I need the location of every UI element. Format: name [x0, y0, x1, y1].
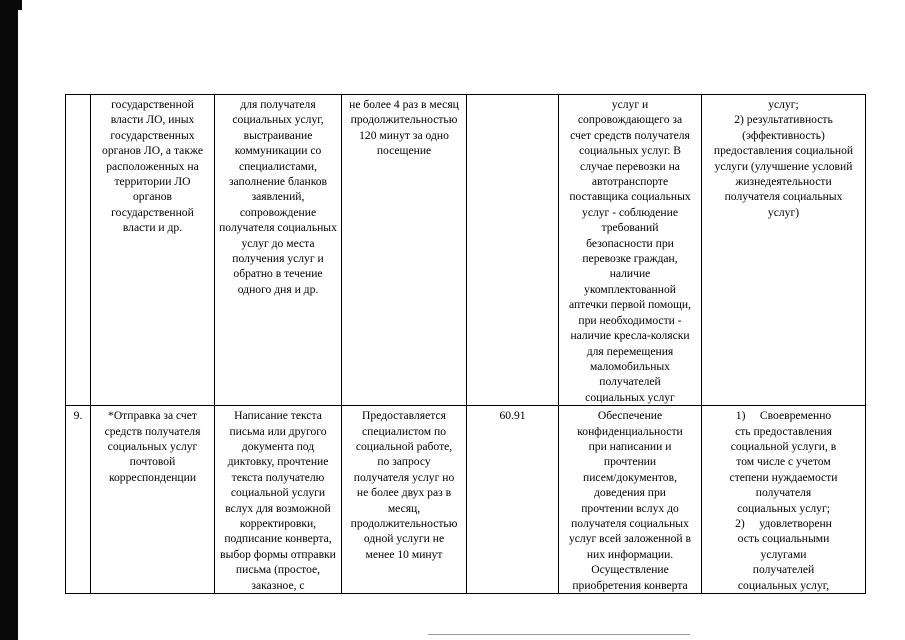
- service-evaluation-cell: [702, 406, 866, 594]
- cell-line: 120 минут за одно: [359, 128, 449, 142]
- table-row-9: [66, 406, 866, 594]
- scan-left-edge: [0, 0, 18, 640]
- cell-line: письма (простое,: [235, 563, 321, 577]
- cell-line: для получателя: [240, 98, 316, 111]
- row-number: 9.: [73, 409, 83, 423]
- cell-line: письма или другого: [229, 424, 327, 438]
- cell-line: государственной: [111, 98, 194, 111]
- cell-line: почтовой: [129, 455, 176, 469]
- cell-line: власти и др.: [122, 221, 183, 235]
- cell-line: получателя социальных: [219, 221, 337, 235]
- cell-line: автотранспорте: [591, 175, 669, 189]
- cell-line: доведения при: [594, 486, 666, 500]
- cell-line: услуг всей заложенной в: [568, 532, 692, 546]
- cell-line: Написание текста: [234, 409, 322, 423]
- cell-line: услуги (улучшение условий: [714, 159, 853, 173]
- cell-line: 1) Своевременно: [735, 409, 832, 423]
- service-quality-cell: [559, 406, 702, 594]
- cell-line: по запросу: [377, 455, 431, 469]
- cell-line: социальных услуг,: [737, 578, 830, 592]
- cell-line: социальных услуг;: [737, 501, 830, 515]
- services-table: [65, 94, 866, 594]
- service-period-cell: [342, 406, 467, 594]
- cell-line: 2) удовлетворенн: [735, 516, 832, 530]
- service-price-cell: [467, 406, 559, 594]
- cell-line: предоставления социальной: [713, 144, 854, 158]
- cell-line: аптечки первой помощи,: [568, 298, 692, 312]
- cell-line: территории ЛО: [114, 175, 191, 189]
- cell-line: требований: [601, 221, 659, 235]
- cell-line: продолжительностью: [350, 516, 458, 530]
- cell-line: менее 10 минут: [365, 547, 443, 561]
- cell-line: случае перевозки на: [580, 159, 680, 173]
- cell-line: Предоставляется: [362, 409, 446, 423]
- service-evaluation-cell: [702, 95, 866, 406]
- cell-line: для перемещения: [586, 344, 674, 358]
- cell-line: ость социальными: [737, 532, 830, 546]
- cell-line: подписание конверта,: [224, 532, 332, 546]
- service-price: 60.91: [499, 409, 526, 423]
- cell-line: корректировки,: [239, 516, 317, 530]
- cell-line: получателей: [752, 563, 815, 577]
- cell-line: корреспонденции: [108, 470, 197, 484]
- cell-line: писем/документов,: [583, 470, 677, 484]
- service-quality-cell: [559, 95, 702, 406]
- cell-line: выстраивание: [243, 128, 313, 142]
- cell-line: наличие кресла-коляски: [570, 329, 690, 343]
- cell-line: безопасности при: [586, 236, 674, 250]
- cell-line: государственных: [110, 128, 195, 142]
- cell-line: конфиденциальности: [577, 424, 683, 438]
- cell-line: поставщика социальных: [569, 190, 691, 204]
- cell-line: текста получателю: [231, 470, 325, 484]
- cell-line: сть предоставления: [735, 424, 832, 438]
- cell-line: сопровождающего за: [577, 113, 683, 127]
- cell-line: не более двух раз в: [356, 486, 452, 500]
- cell-line: услуг - соблюдение: [582, 205, 678, 219]
- cell-line: получателя социальных: [724, 190, 843, 204]
- service-content-cell: [215, 95, 342, 406]
- cell-line: социальной услуги: [230, 486, 326, 500]
- service-price-cell: [467, 95, 559, 406]
- cell-line: органов: [133, 190, 172, 204]
- cell-line: прочтении вслух до: [581, 501, 679, 515]
- cell-line: социальных услуг: [585, 390, 675, 404]
- cell-line: получателя услуг но: [353, 470, 455, 484]
- cell-line: Осуществление: [591, 563, 669, 577]
- cell-line: специалистом по: [361, 424, 446, 438]
- cell-line: средств получателя: [104, 424, 201, 438]
- cell-line: социальной услуги, в: [730, 439, 837, 453]
- cell-line: приобретения конверта: [572, 578, 688, 592]
- cell-line: расположенных на: [106, 159, 199, 173]
- cell-line: степени нуждаемости: [729, 470, 838, 484]
- service-content-cell: [215, 406, 342, 594]
- cell-line: услуг до места: [241, 236, 315, 250]
- cell-line: сопровождение: [239, 205, 317, 219]
- cell-line: социальных услуг: [107, 439, 198, 453]
- cell-line: не более 4 раз в месяц: [349, 98, 459, 111]
- cell-line: прочтении: [603, 455, 657, 469]
- cell-line: социальных услуг. В: [579, 144, 681, 158]
- service-name-cell: [91, 406, 215, 594]
- cell-line: услуг): [767, 205, 800, 219]
- bottom-divider: [428, 634, 690, 635]
- cell-line: документа под: [241, 439, 315, 453]
- cell-line: посещение: [376, 144, 432, 158]
- cell-line: укомплектованной: [584, 282, 676, 296]
- cell-line: услуг и: [611, 98, 649, 111]
- row-number-cell: [66, 95, 91, 406]
- cell-line: выбор формы отправки: [220, 547, 336, 561]
- cell-line: (эффективность): [742, 128, 825, 142]
- cell-line: при необходимости -: [578, 313, 682, 327]
- cell-line: перевозке граждан,: [582, 252, 678, 266]
- cell-line: вслух для возможной: [225, 501, 331, 515]
- scan-corner-mark: [0, 0, 22, 10]
- cell-line: 2) результативность: [734, 113, 833, 127]
- cell-line: заполнение бланков: [228, 175, 328, 189]
- cell-line: социальной работе,: [355, 439, 453, 453]
- cell-line: заявлений,: [251, 190, 305, 204]
- cell-line: счет средств получателя: [570, 128, 690, 142]
- cell-line: получателей: [599, 375, 661, 389]
- cell-line: Обеспечение: [597, 409, 663, 423]
- cell-line: получателя социальных: [571, 516, 689, 530]
- cell-line: государственной: [111, 205, 194, 219]
- cell-line: наличие: [609, 267, 651, 281]
- cell-line: маломобильных: [590, 359, 670, 373]
- service-period-cell: [342, 95, 467, 406]
- service-name-cell: [91, 95, 215, 406]
- cell-line: диктовку, прочтение: [227, 455, 329, 469]
- cell-line: органов ЛО, а также: [102, 144, 203, 158]
- row-number-cell: [66, 406, 91, 594]
- cell-line: власти ЛО, иных: [110, 113, 195, 127]
- cell-line: заказное, с: [251, 578, 305, 592]
- cell-line: получения услуг и: [232, 252, 324, 266]
- cell-line: обратно в течение: [233, 267, 323, 281]
- cell-line: получателя: [755, 486, 812, 500]
- cell-line: том числе с учетом: [736, 455, 831, 469]
- cell-line: жизнедеятельности: [735, 175, 832, 189]
- cell-line: коммуникации со: [234, 144, 322, 158]
- cell-line: месяц,: [387, 501, 421, 515]
- cell-line: при написании и: [588, 439, 672, 453]
- cell-line: услугами: [760, 547, 807, 561]
- cell-line: продолжительностью: [350, 113, 458, 127]
- cell-line: услуг;: [768, 98, 799, 111]
- cell-line: одной услуги не: [363, 532, 445, 546]
- cell-line: них информации.: [586, 547, 674, 561]
- cell-line: *Отправка за счет: [108, 409, 197, 423]
- cell-line: специалистами,: [238, 159, 318, 173]
- cell-line: социальных услуг,: [232, 113, 324, 127]
- table-row-continued: [66, 95, 866, 406]
- cell-line: одного дня и др.: [237, 282, 319, 296]
